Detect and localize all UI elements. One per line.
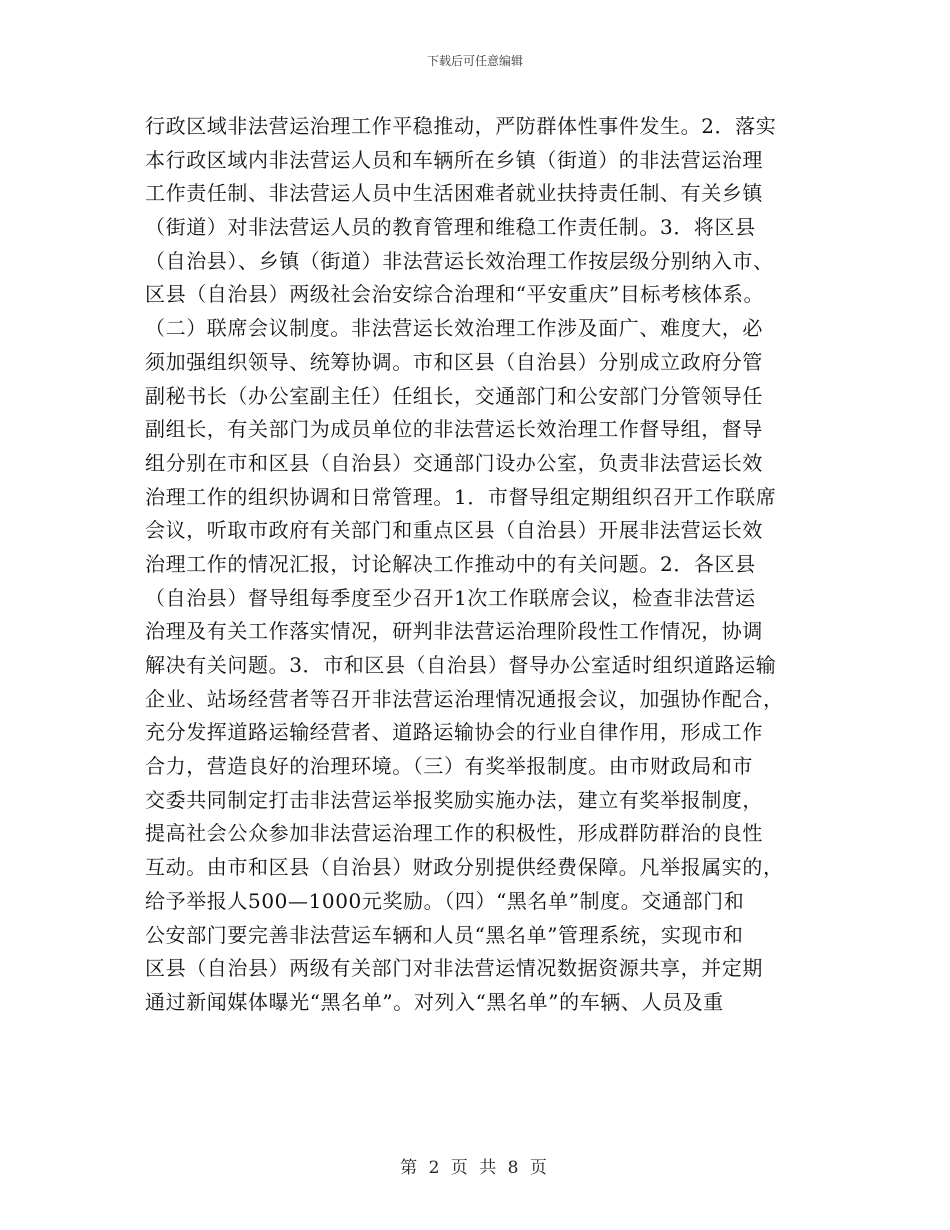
body-line: 通过新闻媒体曝光“黑名单”。对列入“黑名单”的车辆、人员及重 [145,989,724,1014]
body-line: （自治县）、乡镇（街道）非法营运长效治理工作按层级分别纳入市、 [145,248,774,273]
body-line: 行政区域非法营运治理工作平稳推动，严防群体性事件发生。2．落实 [145,114,777,138]
body-line: （自治县）督导组每季度至少召开1次工作联席会议，检查非法营运 [145,585,756,610]
body-line: 组分别在市和区县（自治县）交通部门设办公室，负责非法营运长效 [145,450,763,475]
body-line: 治理工作的情况汇报，讨论解决工作推动中的有关问题。2．各区县 [145,551,756,576]
body-line: 副秘书长（办公室副主任）任组长，交通部门和公安部门分管领导任 [145,383,763,408]
body-line: 工作责任制、非法营运人员中生活困难者就业扶持责任制、有关乡镇 [145,181,763,206]
body-line: 治理工作的组织协调和日常管理。1．市督导组定期组织召开工作联席 [145,484,777,509]
body-line: 会议，听取市政府有关部门和重点区县（自治县）开展非法营运长效 [145,518,763,543]
body-line: 治理及有关工作落实情况，研判非法营运治理阶段性工作情况，协调 [145,619,763,644]
body-line: 解决有关问题。3．市和区县（自治县）督导办公室适时组织道路运输 [145,653,777,677]
body-line: 交委共同制定打击非法营运举报奖励实施办法，建立有奖举报制度， [145,787,763,812]
document-body [145,110,805,1020]
body-line: （二）联席会议制度。非法营运长效治理工作涉及面广、难度大，必 [145,316,763,341]
body-line: （街道）对非法营运人员的教育管理和维稳工作责任制。3．将区县 [145,215,756,240]
page-header: 下载后可任意编辑 [426,54,523,68]
body-line: 企业、站场经营者等召开非法营运治理情况通报会议，加强协作配合， [145,686,784,711]
page-number-footer: 第 2 页 共 8 页 [400,1158,550,1178]
body-line: 本行政区域内非法营运人员和车辆所在乡镇（街道）的非法营运治理 [145,147,763,172]
body-line: 公安部门要完善非法营运车辆和人员“黑名单”管理系统，实现市和 [145,922,744,947]
body-line: 合力，营造良好的治理环境。（三）有奖举报制度。由市财政局和市 [145,754,753,779]
body-line: 提高社会公众参加非法营运治理工作的积极性，形成群防群治的良性 [145,821,763,846]
body-line: 互动。由市和区县（自治县）财政分别提供经费保障。凡举报属实的， [145,855,784,880]
body-line: 充分发挥道路运输经营者、道路运输协会的行业自律作用，形成工作 [145,720,763,745]
body-line: 区县（自治县）两级有关部门对非法营运情况数据资源共享，并定期 [145,956,763,981]
body-line: 须加强组织领导、统筹协调。市和区县（自治县）分别成立政府分管 [145,349,763,374]
body-line: 副组长，有关部门为成员单位的非法营运长效治理工作督导组，督导 [145,417,763,442]
body-line: 区县（自治县）两级社会治安综合治理和“平安重庆”目标考核体系。 [145,282,765,307]
body-line: 给予举报人500—1000元奖励。（四）“黑名单”制度。交通部门和 [145,888,745,913]
